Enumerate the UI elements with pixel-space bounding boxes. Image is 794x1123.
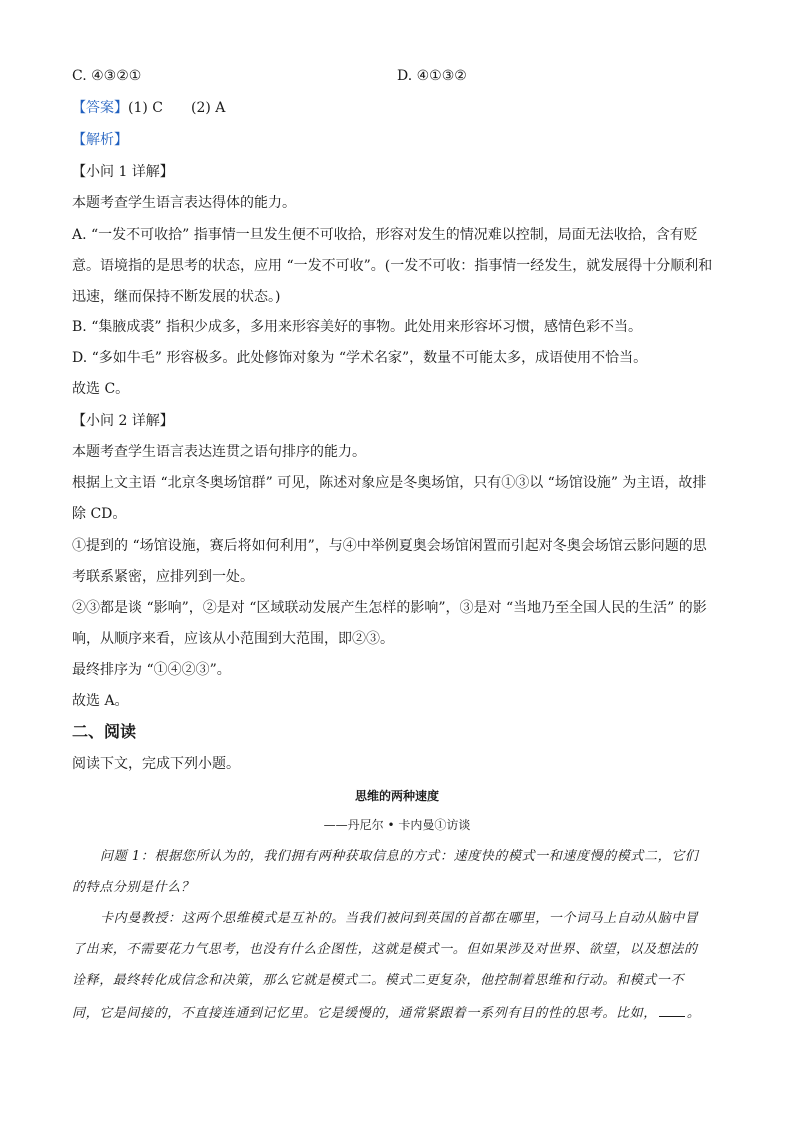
answer-label: 【答案】: [72, 100, 128, 116]
option-d: D. ④①③②: [397, 68, 467, 84]
answer-line: [72, 98, 225, 118]
article-p2-line4-text: 同，它是间接的，不直接连通到记忆里。它是缓慢的，通常紧跟着一系列有目的性的思考。比如，: [72, 1006, 657, 1021]
q2-p4: 最终排序为 “①④②③”。: [72, 662, 231, 678]
article-subtitle: ——丹尼尔 • 卡内曼①访谈: [323, 818, 471, 832]
q1-d-line: D. “多如牛毛” 形容极多。此处修饰对象为 “学术名家”，数量不可能太多，成语使用不恰当。: [72, 350, 648, 366]
q2-p3-line2: 响，从顺序来看，应该从小范围到大范围，即②③。: [72, 631, 394, 647]
q2-heading: 【小问 2 详解】: [72, 413, 174, 429]
article-p2-line3: 诠释，最终转化成信念和决策，那么它就是模式二。模式二更复杂，他控制着思维和行动。和模式一不: [72, 973, 685, 988]
q2-p2-line1: ①提到的 “场馆设施，赛后将如何利用”，与④中举例夏奥会场馆闲置而引起对冬奥会场馆云影问题的思: [72, 538, 707, 554]
reading-instruction: 阅读下文，完成下列小题。: [72, 756, 240, 772]
q2-p1-line2: 除 CD。: [72, 506, 127, 522]
article-p2-line1: 卡内曼教授：这两个思维模式是互补的。当我们被问到英国的首都在哪里，一个词马上自动从脑中冒: [100, 911, 699, 926]
q1-conclusion: 故选 C。: [72, 381, 130, 397]
article-p2-end: 。: [686, 1006, 701, 1021]
q2-p3-line1: ②③都是谈 “影响”，②是对 “区域联动发展产生怎样的影响”，③是对 “当地乃至全国人民的生活” 的影: [72, 600, 707, 616]
article-title: 思维的两种速度: [354, 789, 439, 803]
q2-conclusion: 故选 A。: [72, 693, 129, 709]
q2-intro: 本题考查学生语言表达连贯之语句排序的能力。: [72, 444, 366, 460]
article-p1-line1: 问题 1：根据您所认为的，我们拥有两种获取信息的方式：速度快的模式一和速度慢的模式二，它们: [100, 849, 699, 864]
q1-intro: 本题考查学生语言表达得体的能力。: [72, 195, 296, 211]
q1-a-line2: 意。语境指的是思考的状态，应用 “一发不可收”。(一发不可收：指事情一经发生，就发展得十分顺利和: [72, 258, 713, 274]
analysis-label: 【解析】: [72, 132, 128, 148]
article-p1-line2: 的特点分别是什么？: [72, 880, 195, 895]
fill-in-blank[interactable]: [659, 1002, 685, 1017]
q2-p2-line2: 考联系紧密，应排列到一处。: [72, 569, 254, 585]
q1-b-line: B. “集腋成裘” 指积少成多，多用来形容美好的事物。此处用来形容坏习惯，感情色彩不当。: [72, 319, 642, 335]
option-c: C. ④③②①: [72, 68, 142, 84]
q2-p1-line1: 根据上文主语 “北京冬奥场馆群” 可见，陈述对象应是冬奥场馆，只有①③以 “场馆设施” 为主语，故排: [72, 475, 707, 491]
section-heading-reading: 二、阅读: [72, 722, 137, 741]
q1-heading: 【小问 1 详解】: [72, 164, 174, 180]
article-p2-line4: [72, 1002, 700, 1024]
q1-a-line3: 迅速，继而保持不断发展的状态。): [72, 289, 281, 305]
q1-a-line1: A. “一发不可收拾” 指事情一旦发生便不可收拾，形容对发生的情况难以控制，局面无法收拾，含有贬: [72, 227, 698, 243]
article-p2-line2: 了出来，不需要花力气思考，也没有什么企图性，这就是模式一。但如果涉及对世界、欲望，以及想法的: [72, 942, 698, 957]
answer-text: (1) C (2) A: [128, 100, 226, 116]
